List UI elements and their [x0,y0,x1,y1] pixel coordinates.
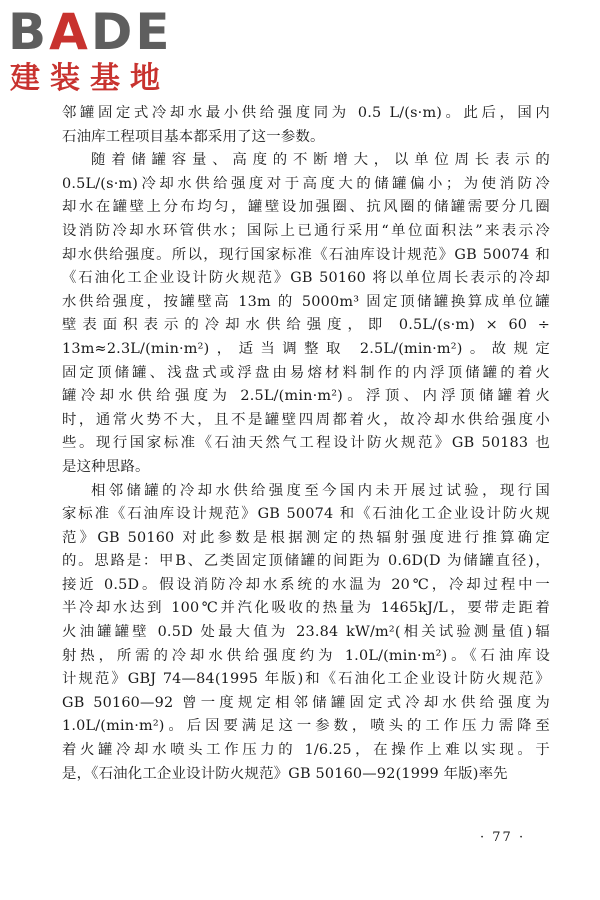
paragraph [62,102,550,149]
text-line: 接近 0.5D。假设消防冷却水系统的水温为 20℃，冷却过程中一 [62,576,550,593]
text-line: 时，通常火势不大，且不是罐壁四周都着火，故冷却水供给强度小 [62,411,550,428]
text-line: 范》GB 50160 对此参数是根据测定的热辐射强度进行推算确定 [62,529,550,546]
logo-wordmark: BADE [8,3,173,61]
text-line: 计规范》GBJ 74—84(1995 年版)和《石油化工企业设计防火规范》 [62,671,550,688]
text-line: 火油罐罐壁 0.5D 处最大值为 23.84 kW/m²(相关试验测量值)辐 [62,624,550,641]
text-line: 相邻储罐的冷却水供给强度至今国内未开展过试验，现行国 [91,482,550,499]
paragraph [62,149,550,479]
text-line: 13m≈2.3L/(min·m²)，适当调整取 2.5L/(min·m²)。故规定 [62,340,550,357]
text-line: 些。现行国家标准《石油天然气工程设计防火规范》GB 50183 也 [62,435,550,452]
text-line: 射热，所需的冷却水供给强度约为 1.0L/(min·m²)。《石油库设 [62,647,550,664]
text-line: 着火罐冷却水喷头工作压力的 1/6.25，在操作上难以实现。于 [62,742,550,759]
bade-logo [8,3,178,101]
text-line: 却水在罐壁上分布均匀，罐壁设加强圈、抗风圈的储罐需要分几圈 [62,199,550,216]
logo-chinese-text: 建装基地 [10,61,170,96]
text-line: 石油库工程项目基本都采用了这一参数。 [62,128,325,145]
text-line: 1.0L/(min·m²)。后因要满足这一参数，喷头的工作压力需降至 [62,718,550,735]
text-line: 壁表面积表示的冷却水供给强度，即 0.5L/(s·m) × 60 ÷ [62,317,550,334]
paragraph [62,480,550,787]
text-line: 随着储罐容量、高度的不断增大，以单位周长表示的 [91,152,550,169]
text-line: 是，《石油化工企业设计防火规范》GB 50160—92(1999 年版)率先 [62,765,508,782]
text-line: 设消防冷却水环管供水；国际上已通行采用“单位面积法”来表示冷 [62,222,550,239]
text-line: 固定顶储罐、浅盘式或浮盘由易熔材料制作的内浮顶储罐的着火 [62,364,550,381]
text-line: 半冷却水达到 100℃并汽化吸收的热量为 1465kJ/L，要带走距着 [62,600,550,617]
text-line: 罐冷却水供给强度为 2.5L/(min·m²)。浮顶、内浮顶储罐着火 [62,388,550,405]
page-number: · 77 · [480,830,526,845]
text-line: 0.5L/(s·m)冷却水供给强度对于高度大的储罐偏小；为使消防冷 [62,175,550,192]
text-line: 《石油化工企业设计防火规范》GB 50160 将以单位周长表示的冷却 [62,270,550,287]
document-body [62,102,550,786]
text-line: 是这种思路。 [62,458,150,475]
text-line: 水供给强度，按罐壁高 13m 的 5000m³ 固定顶储罐换算成单位罐 [62,293,550,310]
text-line: 邻罐固定式冷却水最小供给强度同为 0.5 L/(s·m)。此后，国内 [62,105,550,121]
text-line: GB 50160—92 曾一度规定相邻储罐固定式冷却水供给强度为 [62,694,550,711]
text-line: 却水供给强度。所以，现行国家标准《石油库设计规范》GB 50074 和 [62,246,550,263]
text-line: 家标准《石油库设计规范》GB 50074 和《石油化工企业设计防火规 [62,506,550,523]
text-line: 的。思路是：甲B、乙类固定顶储罐的间距为 0.6D(D 为储罐直径)， [62,553,550,570]
